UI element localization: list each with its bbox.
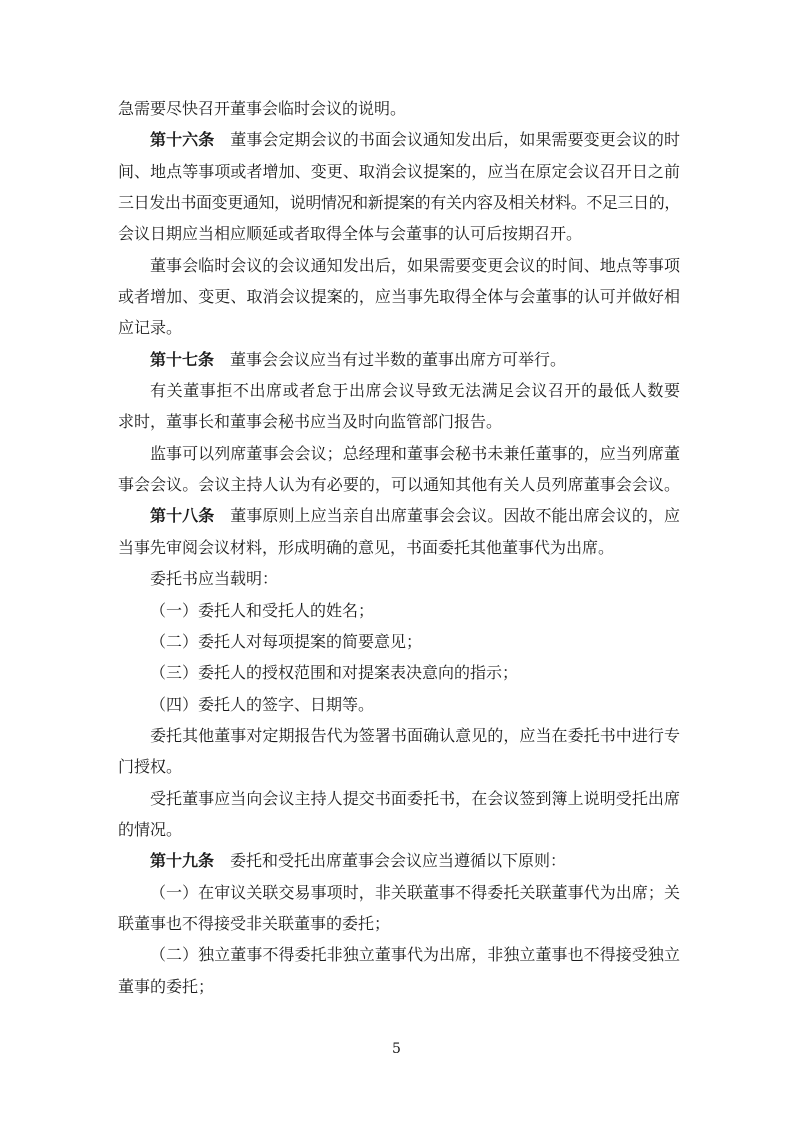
- line-text: 事会会议。会议主持人认为有必要的，可以通知其他有关人员列席董事会会议。: [118, 475, 680, 495]
- line-text: 董事会临时会议的会议通知发出后，如果需要变更会议的时间、地点等事项: [150, 255, 680, 275]
- article-number: 第十九条: [150, 851, 215, 871]
- line-text: 当事先审阅会议材料，形成明确的意见，书面委托其他董事代为出席。: [118, 537, 615, 557]
- line-text: （一）在审议关联交易事项时，非关联董事不得委托关联董事代为出席；关: [150, 882, 680, 902]
- line-text: 或者增加、变更、取消会议提案的，应当事先取得全体与会董事的认可并做好相: [118, 287, 680, 307]
- line-text: （二）独立董事不得委托非独立董事代为出席，非独立董事也不得接受独立: [150, 945, 680, 965]
- text-line: [118, 532, 680, 563]
- text-line: [118, 908, 680, 939]
- text-line: [118, 814, 680, 845]
- line-text: 应记录。: [118, 318, 183, 338]
- text-line: [118, 563, 680, 594]
- line-text: 门授权。: [118, 757, 183, 777]
- text-line: [118, 689, 680, 720]
- text-line: [118, 595, 680, 626]
- line-text: 受托董事应当向会议主持人提交书面委托书，在会议签到簿上说明受托出席: [150, 788, 680, 808]
- text-line: [118, 783, 680, 814]
- text-line: [118, 438, 680, 469]
- line-text: 急需要尽快召开董事会临时会议的说明。: [118, 99, 407, 118]
- line-text: 董事的委托；: [118, 976, 215, 996]
- text-line: [118, 751, 680, 782]
- text-line: [118, 375, 680, 406]
- line-text: 委托和受托出席董事会会议应当遵循以下原则：: [230, 851, 567, 871]
- text-line: [118, 877, 680, 908]
- text-line: [118, 939, 680, 970]
- text-line: [118, 93, 680, 124]
- line-text: （一）委托人和受托人的姓名；: [150, 600, 375, 620]
- article-number: 第十六条: [150, 130, 215, 150]
- line-text: 董事会定期会议的书面会议通知发出后，如果需要变更会议的时: [230, 130, 680, 150]
- text-line: [118, 218, 680, 249]
- line-text: 联董事也不得接受非关联董事的委托；: [118, 913, 391, 933]
- document-body: [118, 93, 680, 1002]
- line-text: 委托书应当载明：: [150, 569, 279, 589]
- line-text: 会议日期应当相应顺延或者取得全体与会董事的认可后按期召开。: [118, 224, 583, 244]
- text-line: [118, 187, 680, 218]
- line-text: 董事会会议应当有过半数的董事出席方可举行。: [230, 349, 567, 369]
- article-line: [118, 344, 680, 375]
- text-line: [118, 626, 680, 657]
- line-text: 间、地点等事项或者增加、变更、取消会议提案的，应当在原定会议召开日之前: [118, 161, 680, 181]
- line-text: 委托其他董事对定期报告代为签署书面确认意见的，应当在委托书中进行专: [150, 725, 680, 745]
- line-text: （三）委托人的授权范围和对提案表决意向的指示；: [150, 663, 519, 683]
- article-line: [118, 124, 680, 155]
- line-text: 监事可以列席董事会会议；总经理和董事会秘书未兼任董事的，应当列席董: [150, 443, 680, 463]
- text-line: [118, 720, 680, 751]
- line-text: （二）委托人对每项提案的简要意见；: [150, 631, 423, 651]
- text-line: [118, 156, 680, 187]
- article-number: 第十七条: [150, 349, 215, 369]
- line-text: 三日发出书面变更通知，说明情况和新提案的有关内容及相关材料。不足三日的，: [118, 193, 680, 213]
- text-line: [118, 250, 680, 281]
- line-text: 有关董事拒不出席或者怠于出席会议导致无法满足会议召开的最低人数要: [150, 381, 680, 401]
- article-number: 第十八条: [150, 506, 215, 526]
- line-text: 求时，董事长和董事会秘书应当及时向监管部门报告。: [118, 412, 503, 432]
- text-line: [118, 469, 680, 500]
- line-text: 董事原则上应当亲自出席董事会会议。因故不能出席会议的，应: [230, 506, 680, 526]
- article-line: [118, 500, 680, 531]
- line-text: 的情况。: [118, 819, 183, 839]
- text-line: [118, 406, 680, 437]
- text-line: [118, 312, 680, 343]
- text-line: [118, 281, 680, 312]
- page-number: 5: [392, 1041, 401, 1057]
- text-line: [118, 971, 680, 1002]
- text-line: [118, 657, 680, 688]
- line-text: （四）委托人的签字、日期等。: [150, 694, 375, 714]
- article-line: [118, 845, 680, 876]
